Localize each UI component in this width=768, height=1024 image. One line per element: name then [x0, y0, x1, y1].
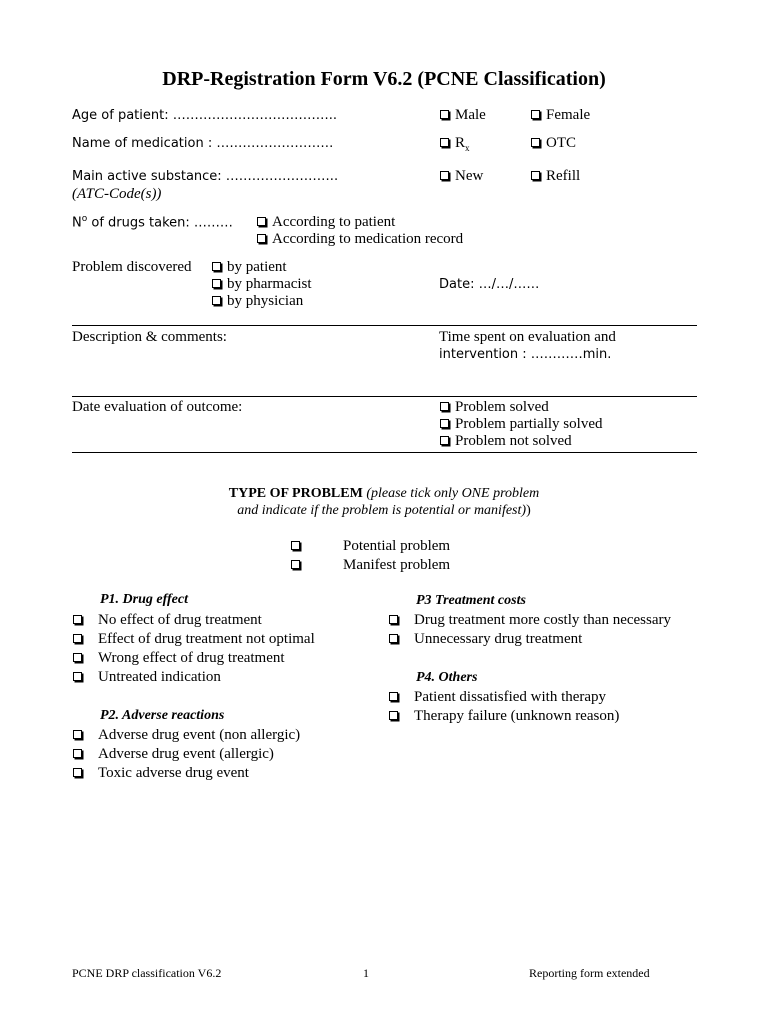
p3-item-checkbox[interactable]: [389, 615, 398, 624]
male-option[interactable]: Male: [440, 107, 486, 124]
manifest-problem-checkbox[interactable]: [291, 560, 300, 569]
atc-code-label: (ATC-Code(s)): [72, 186, 162, 202]
problem-not-solved-option[interactable]: Problem not solved: [440, 433, 572, 450]
according-patient-checkbox[interactable]: [257, 217, 266, 226]
problem-solved-option[interactable]: Problem solved: [440, 399, 549, 416]
refill-option[interactable]: Refill: [531, 168, 580, 185]
footer-left: PCNE DRP classification V6.2: [72, 966, 222, 980]
p1-item[interactable]: Wrong effect of drug treatment: [73, 650, 285, 667]
according-record-checkbox[interactable]: [257, 234, 266, 243]
p2-heading: P2. Adverse reactions: [100, 708, 225, 723]
type-heading-line1: TYPE OF PROBLEM (please tick only ONE problem: [228, 486, 540, 501]
age-field-label[interactable]: Age of patient: ………………………………..: [72, 108, 337, 123]
divider-3: [72, 452, 697, 453]
male-checkbox[interactable]: [440, 110, 449, 119]
time-spent-field[interactable]: intervention : …………min.: [439, 347, 612, 362]
problem-solved-checkbox[interactable]: [440, 402, 449, 411]
female-option[interactable]: Female: [531, 107, 590, 124]
p1-item-checkbox[interactable]: [73, 615, 82, 624]
drugs-taken-label[interactable]: $N^o$ of drugs taken: ………: [72, 214, 233, 231]
problem-not-solved-checkbox[interactable]: [440, 436, 449, 445]
manifest-problem-label: Manifest problem: [343, 557, 451, 573]
description-label[interactable]: Description & comments:: [72, 329, 227, 345]
otc-option[interactable]: OTC: [531, 135, 576, 152]
by-patient-option[interactable]: by patient: [212, 259, 287, 276]
outcome-date-label[interactable]: Date evaluation of outcome:: [72, 399, 243, 415]
p1-item[interactable]: Effect of drug treatment not optimal: [73, 631, 315, 648]
problem-partial-checkbox[interactable]: [440, 419, 449, 428]
by-physician-option[interactable]: by physician: [212, 293, 303, 310]
according-patient-option[interactable]: According to patient: [257, 214, 395, 231]
p1-item[interactable]: Untreated indication: [73, 669, 221, 686]
p4-item-checkbox[interactable]: [389, 692, 398, 701]
p3-item[interactable]: Unnecessary drug treatment: [389, 631, 582, 648]
medication-field-label[interactable]: Name of medication : ………………………: [72, 136, 334, 151]
p2-item[interactable]: Adverse drug event (non allergic): [73, 727, 300, 744]
p1-item-checkbox[interactable]: [73, 653, 82, 662]
refill-checkbox[interactable]: [531, 171, 540, 180]
divider-1: [72, 325, 697, 326]
p4-item-checkbox[interactable]: [389, 711, 398, 720]
potential-problem-option[interactable]: [291, 538, 306, 555]
by-pharmacist-option[interactable]: by pharmacist: [212, 276, 312, 293]
problem-partial-option[interactable]: Problem partially solved: [440, 416, 602, 433]
p2-item[interactable]: Toxic adverse drug event: [73, 765, 249, 782]
rx-option[interactable]: $R_x$: [440, 135, 470, 153]
potential-problem-checkbox[interactable]: [291, 541, 300, 550]
potential-problem-label: Potential problem: [343, 538, 451, 554]
p2-item[interactable]: Adverse drug event (allergic): [73, 746, 274, 763]
p1-item-checkbox[interactable]: [73, 634, 82, 643]
page-number: 1: [363, 966, 369, 980]
p2-item-checkbox[interactable]: [73, 768, 82, 777]
footer-right: Reporting form extended: [529, 966, 650, 980]
by-physician-checkbox[interactable]: [212, 296, 221, 305]
p2-item-checkbox[interactable]: [73, 749, 82, 758]
p1-item[interactable]: No effect of drug treatment: [73, 612, 262, 629]
p1-item-checkbox[interactable]: [73, 672, 82, 681]
p3-heading: P3 Treatment costs: [416, 593, 526, 608]
new-checkbox[interactable]: [440, 171, 449, 180]
divider-2: [72, 396, 697, 397]
female-checkbox[interactable]: [531, 110, 540, 119]
problem-discovered-label: Problem discovered: [72, 259, 192, 275]
p3-item-checkbox[interactable]: [389, 634, 398, 643]
time-spent-label: Time spent on evaluation and: [439, 329, 616, 345]
p4-item[interactable]: Therapy failure (unknown reason): [389, 708, 619, 725]
p2-item-checkbox[interactable]: [73, 730, 82, 739]
otc-checkbox[interactable]: [531, 138, 540, 147]
manifest-problem-option[interactable]: [291, 557, 306, 574]
new-option[interactable]: New: [440, 168, 483, 185]
type-heading-line2: and indicate if the problem is potential or manifest)): [237, 503, 531, 518]
page-title: DRP-Registration Form V6.2 (PCNE Classification): [162, 68, 606, 90]
by-pharmacist-checkbox[interactable]: [212, 279, 221, 288]
p1-heading: P1. Drug effect: [100, 592, 188, 607]
date-field[interactable]: Date: …/…/……: [439, 277, 540, 292]
by-patient-checkbox[interactable]: [212, 262, 221, 271]
rx-checkbox[interactable]: [440, 138, 449, 147]
substance-field-label[interactable]: Main active substance: ……………………..: [72, 169, 339, 184]
according-record-option[interactable]: According to medication record: [257, 231, 463, 248]
p4-heading: P4. Others: [416, 670, 478, 685]
p3-item[interactable]: Drug treatment more costly than necessary: [389, 612, 671, 629]
p4-item[interactable]: Patient dissatisfied with therapy: [389, 689, 606, 706]
